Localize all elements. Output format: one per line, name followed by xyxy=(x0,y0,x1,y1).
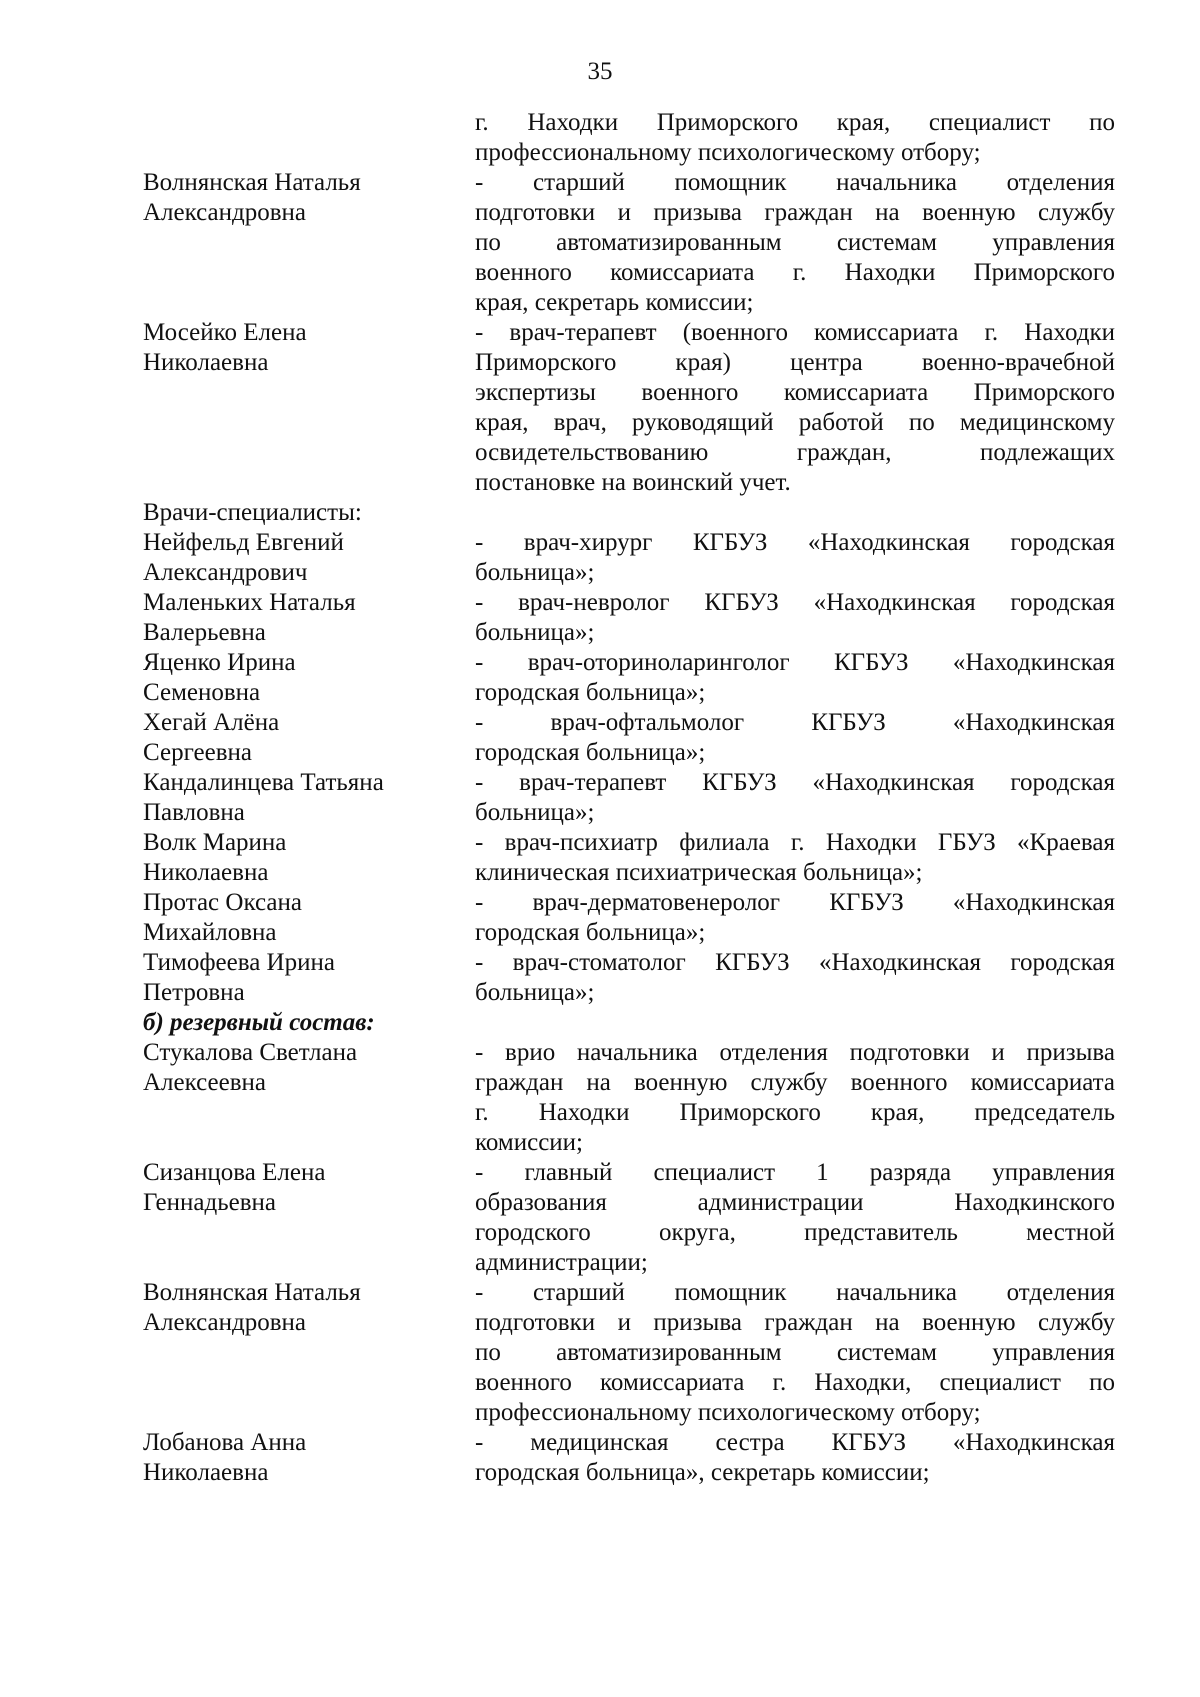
page-number: 35 xyxy=(587,58,613,85)
entry-name-line: Лобанова Анна xyxy=(143,1429,307,1456)
entry-desc-line: военного комиссариата г. Находки, специалист по xyxy=(475,1369,1115,1396)
entry-desc-line: края, врач, руководящий работой по медицинскому xyxy=(475,409,1115,436)
entry-name-line: Николаевна xyxy=(143,859,269,886)
entry-name-line: Петровна xyxy=(143,979,245,1006)
entry-name-line: Николаевна xyxy=(143,1459,269,1486)
entry-name-line: Волнянская Наталья xyxy=(143,169,361,196)
entry-name-line: Николаевна xyxy=(143,349,269,376)
entry-desc-line: освидетельствованию граждан, подлежащих xyxy=(475,439,1115,466)
entry-desc-line: экспертизы военного комиссариата Приморского xyxy=(475,379,1115,406)
entry-desc-line: Приморского края) центра военно-врачебной xyxy=(475,349,1115,376)
entry-desc-line: граждан на военную службу военного комиссариата xyxy=(475,1069,1115,1096)
entry-name-line: Хегай Алёна xyxy=(143,709,280,736)
entry-name-line: Стукалова Светлана xyxy=(143,1039,358,1066)
entry-desc-line: городская больница»; xyxy=(475,739,706,766)
entry-name-line: Семеновна xyxy=(143,679,261,706)
entry-desc-line: г. Находки Приморского края, председатель xyxy=(475,1099,1115,1126)
entry-name-line: Валерьевна xyxy=(143,619,266,646)
section-heading-reserve: б) резервный состав: xyxy=(143,1009,375,1036)
entry-desc-line: клиническая психиатрическая больница»; xyxy=(475,859,923,886)
section-heading-doctors: Врачи-специалисты: xyxy=(143,499,362,526)
entry-desc-line: комиссии; xyxy=(475,1129,583,1156)
entry-desc-line: образования администрации Находкинского xyxy=(475,1189,1115,1216)
entry-desc-line: городская больница»; xyxy=(475,679,706,706)
entry-desc-line: - врио начальника отделения подготовки и призыва xyxy=(475,1039,1115,1066)
entry-name-line: Протас Оксана xyxy=(143,889,302,916)
entry-desc-line: - врач-терапевт КГБУЗ «Находкинская городская xyxy=(475,769,1115,796)
entry-name-line: Тимофеева Ирина xyxy=(143,949,335,976)
entry-name-line: Александровна xyxy=(143,199,307,226)
entry-desc-line: администрации; xyxy=(475,1249,648,1276)
entry-name-line: Алексеевна xyxy=(143,1069,267,1096)
entry-desc-line: больница»; xyxy=(475,799,595,826)
entry-desc-line: больница»; xyxy=(475,979,595,1006)
entry-desc-line: профессиональному психологическому отбору; xyxy=(475,1399,981,1426)
entry-name-line: Кандалинцева Татьяна xyxy=(143,769,384,796)
entry-desc-line: края, секретарь комиссии; xyxy=(475,289,754,316)
entry-desc-line: - врач-психиатр филиала г. Находки ГБУЗ «Краевая xyxy=(475,829,1115,856)
entry-desc-line: г. Находки Приморского края, специалист по xyxy=(475,109,1115,136)
entry-desc-line: больница»; xyxy=(475,619,595,646)
entry-name-line: Яценко Ирина xyxy=(143,649,296,676)
entry-name-line: Нейфельд Евгений xyxy=(143,529,344,556)
entry-desc-line: профессиональному психологическому отбору; xyxy=(475,139,981,166)
entry-name-line: Волк Марина xyxy=(143,829,287,856)
entry-desc-line: - врач-хирург КГБУЗ «Находкинская городская xyxy=(475,529,1115,556)
entry-name-line: Маленьких Наталья xyxy=(143,589,356,616)
entry-desc-line: по автоматизированным системам управления xyxy=(475,229,1115,256)
entry-desc-line: - врач-стоматолог КГБУЗ «Находкинская городская xyxy=(475,949,1115,976)
entry-desc-line: - врач-оториноларинголог КГБУЗ «Находкинская xyxy=(475,649,1115,676)
entry-desc-line: городского округа, представитель местной xyxy=(475,1219,1115,1246)
entry-name-line: Волнянская Наталья xyxy=(143,1279,361,1306)
entry-desc-line: военного комиссариата г. Находки Приморского xyxy=(475,259,1115,286)
entry-name-line: Павловна xyxy=(143,799,245,826)
entry-desc-line: - врач-терапевт (военного комиссариата г. Находки xyxy=(475,319,1115,346)
entry-desc-line: городская больница», секретарь комиссии; xyxy=(475,1459,930,1486)
entry-desc-line: - врач-невролог КГБУЗ «Находкинская городская xyxy=(475,589,1115,616)
entry-desc-line: - врач-дерматовенеролог КГБУЗ «Находкинская xyxy=(475,889,1115,916)
entry-desc-line: подготовки и призыва граждан на военную службу xyxy=(475,1309,1115,1336)
entry-desc-line: по автоматизированным системам управления xyxy=(475,1339,1115,1366)
entry-desc-line: - старший помощник начальника отделения xyxy=(475,1279,1115,1306)
entry-name-line: Михайловна xyxy=(143,919,277,946)
entry-desc-line: - медицинская сестра КГБУЗ «Находкинская xyxy=(475,1429,1115,1456)
entry-desc-line: больница»; xyxy=(475,559,595,586)
entry-desc-line: - врач-офтальмолог КГБУЗ «Находкинская xyxy=(475,709,1115,736)
entry-name-line: Мосейко Елена xyxy=(143,319,307,346)
entry-desc-line: постановке на воинский учет. xyxy=(475,469,791,496)
entry-desc-line: - старший помощник начальника отделения xyxy=(475,169,1115,196)
entry-name-line: Александровна xyxy=(143,1309,307,1336)
entry-name-line: Сергеевна xyxy=(143,739,252,766)
entry-name-line: Сизанцова Елена xyxy=(143,1159,326,1186)
entry-desc-line: - главный специалист 1 разряда управления xyxy=(475,1159,1115,1186)
entry-desc-line: подготовки и призыва граждан на военную службу xyxy=(475,199,1115,226)
entry-name-line: Геннадьевна xyxy=(143,1189,276,1216)
entry-desc-line: городская больница»; xyxy=(475,919,706,946)
entry-name-line: Александрович xyxy=(143,559,308,586)
